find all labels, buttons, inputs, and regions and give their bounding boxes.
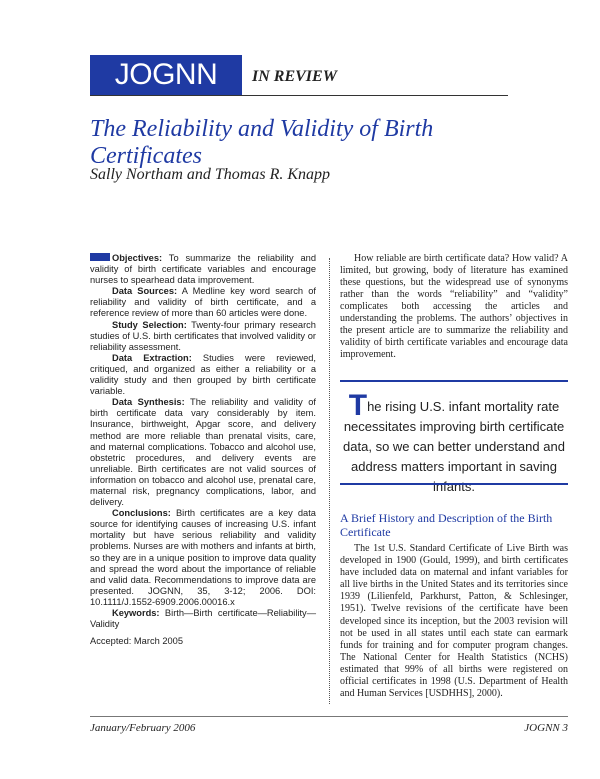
article-title: The Reliability and Validity of Birth Certificates bbox=[90, 116, 434, 169]
keywords-text: Birth—Birth certificate—Reliability—Validity bbox=[90, 608, 316, 630]
abstract bbox=[90, 253, 316, 647]
abstract-keywords bbox=[90, 608, 316, 630]
footer-rule bbox=[90, 716, 568, 717]
data-extraction-text: Studies were reviewed, critiqued, and organized as either a reliability or a validity study and then grouped by birth certificate variable. bbox=[90, 352, 316, 397]
issue-date: January/February 2006 bbox=[90, 722, 196, 734]
abstract-study-selection bbox=[90, 320, 316, 353]
header-rule bbox=[90, 95, 508, 96]
objectives-label: Objectives: bbox=[112, 253, 163, 263]
abstract-objectives bbox=[90, 253, 316, 286]
keywords-label: Keywords: bbox=[112, 608, 160, 618]
study-selection-text: Twenty-four primary research studies of U.S. birth certificates that involved validity or reliability assessment. bbox=[90, 319, 316, 352]
data-synthesis-label: Data Synthesis: bbox=[112, 397, 185, 408]
conclusions-label: Conclusions: bbox=[112, 508, 171, 519]
abstract-data-extraction bbox=[90, 353, 316, 397]
article-authors: Sally Northam and Thomas R. Knapp bbox=[90, 166, 331, 183]
section-heading: A Brief History and Description of the Birth Certificate bbox=[340, 511, 553, 539]
section-marker-icon bbox=[90, 253, 110, 261]
conclusions-text: Birth certificates are a key data source for identifying causes of increasing U.S. infant mortality but have serious reliability and validity problems. Nurses are with mothers and infants at birth, so they are in a unique position to improve data quality and spread the word about the importance of reliable and valid data. Recommendations to improve data are presented. JOGNN, 35, 3-12; 2006. DOI: 10.1111/J.1552-6909.2006.00016.x bbox=[90, 508, 316, 607]
section-body: The 1st U.S. Standard Certificate of Live Birth was developed in 1900 (Gould, 1999), and birth certificates have included data on maternal and infant variables for all live births in the United States and its territories since 1939 (Lilienfeld, Parkhurst, Patton, & Schlesinger, 1951). Twelve revisions of the certificate have been developed since its inception, but the 2003 revision will not be used in all states until each state can earmark funds for training and for computer program changes. The National Center for Health Statistics (NCHS) estimated that 99% of all births were registered on official certificates in 1998 (U.S. Department of Health and Human Services [USDHHS], 2000). bbox=[340, 543, 568, 700]
page-number: JOGNN 3 bbox=[524, 722, 568, 734]
column-divider bbox=[329, 258, 330, 704]
objectives-text: To summarize the reliability and validity of birth certificate variables and encourage nurses to spearhead data improvement. bbox=[90, 253, 316, 286]
journal-logo: JOGNN bbox=[90, 55, 242, 95]
pullquote-initial: T bbox=[348, 389, 368, 422]
abstract-data-synthesis bbox=[90, 397, 316, 508]
data-synthesis-text: The reliability and validity of birth certificate data vary considerably by item. Insurance, birthweight, Apgar score, and delivery method are more reliable than prenatal visits, care, and maternal complications. Tobacco and alcohol use, obstetric procedures, and delivery events are unreliable. Birth certificates are not valid sources of information on tobacco and alcohol use, prenatal care, maternal risk, pregnancy complications, labor, and delivery. bbox=[90, 397, 316, 508]
intro-paragraph: How reliable are birth certificate data? How valid? A limited, but growing, body of literature has examined these questions, but the widespread use of synonyms rather than the words “reliability” and “validity” complicates both accessing the articles and understanding the problems. The authors’ objectives in the present article are to summarize the reliability and validity of birth certificate variables and encourage data improvement. bbox=[340, 253, 568, 360]
data-sources-text: A Medline key word search of reliability and validity of birth certificate, and a reference review of more than 60 articles were done. bbox=[90, 286, 316, 319]
data-extraction-label: Data Extraction: bbox=[112, 352, 192, 363]
data-sources-label: Data Sources: bbox=[112, 286, 178, 297]
section-label: IN REVIEW bbox=[252, 68, 337, 85]
study-selection-label: Study Selection: bbox=[112, 319, 187, 330]
pullquote-text: he rising U.S. infant mortality rate necessitates improving birth certificate data, so we can better understand and address matters important in saving infants. bbox=[343, 399, 565, 494]
pullquote bbox=[340, 389, 568, 497]
accepted-date: Accepted: March 2005 bbox=[90, 636, 184, 647]
pullquote-rule-top bbox=[340, 380, 568, 382]
abstract-data-sources bbox=[90, 286, 316, 319]
pullquote-rule-bottom bbox=[340, 483, 568, 485]
abstract-conclusions bbox=[90, 508, 316, 608]
